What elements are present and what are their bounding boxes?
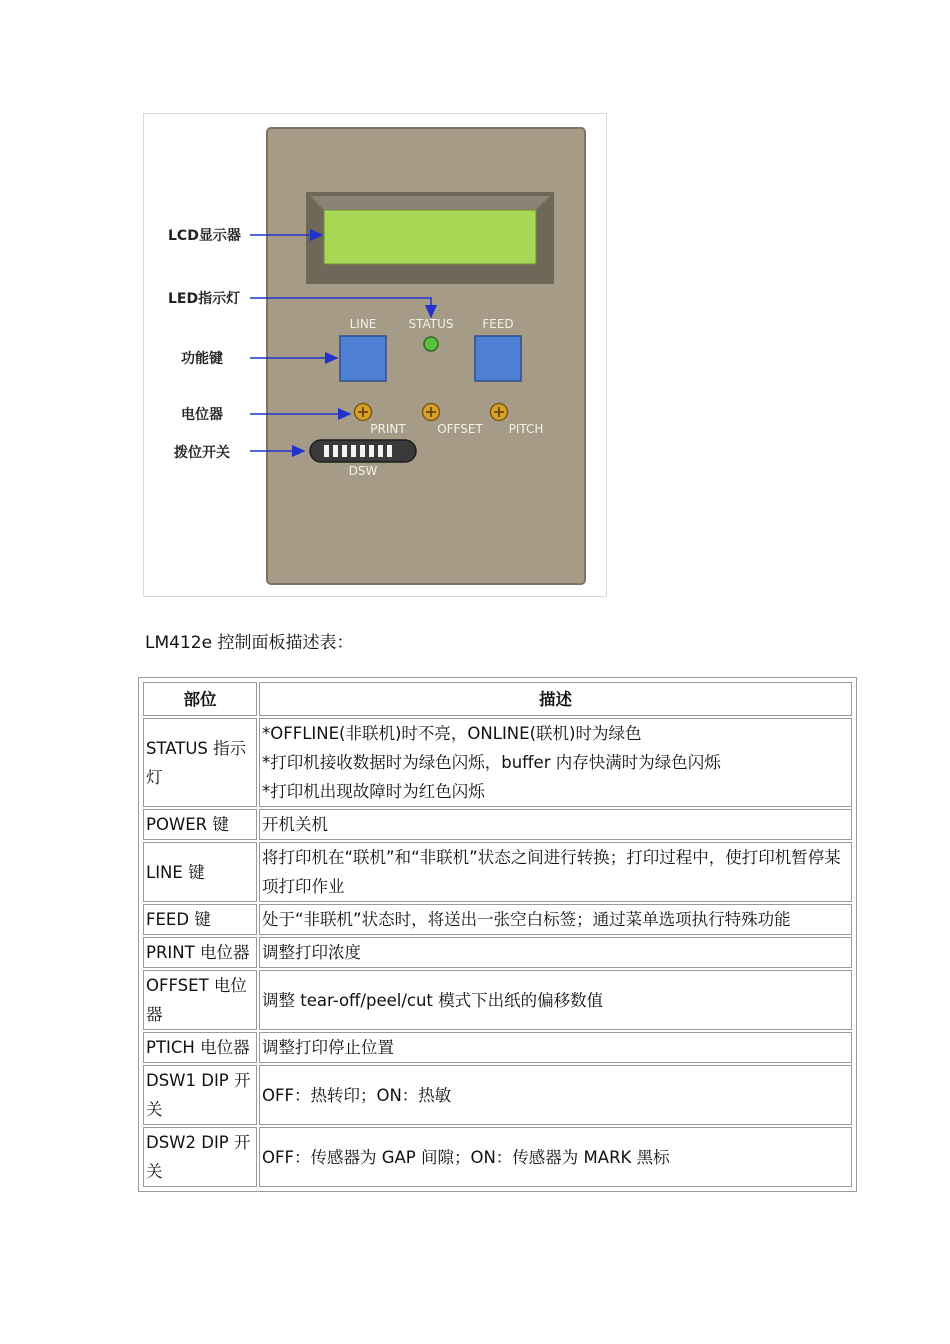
dip-callout: 拨位开关: [174, 445, 230, 461]
table-row: [143, 1032, 852, 1063]
row-description: 调整打印浓度: [259, 937, 852, 968]
status-label: STATUS: [408, 317, 454, 331]
row-description: 调整打印停止位置: [259, 1032, 852, 1063]
offset-potentiometer: [423, 404, 440, 421]
description-table-frame: [138, 677, 857, 1192]
table-row: [143, 970, 852, 1030]
row-part: DSW1 DIP 开关: [143, 1065, 257, 1125]
pitch-potentiometer: [491, 404, 508, 421]
row-part: OFFSET 电位器: [143, 970, 257, 1030]
table-row: [143, 842, 852, 902]
row-description: 将打印机在“联机”和“非联机”状态之间进行转换；打印过程中，使打印机暂停某项打印作业: [259, 842, 852, 902]
row-part: STATUS 指示灯: [143, 718, 257, 807]
row-part: DSW2 DIP 开关: [143, 1127, 257, 1187]
pots-callout: 电位器: [181, 407, 223, 423]
offset-label: OFFSET: [437, 422, 483, 436]
status-led: [424, 337, 438, 351]
control-panel-diagram: [144, 114, 608, 598]
row-part: PRINT 电位器: [143, 937, 257, 968]
dsw-label: DSW: [348, 464, 378, 478]
line-label: LINE: [349, 317, 377, 331]
row-description: 开机关机: [259, 809, 852, 840]
header-description: 描述: [259, 682, 852, 716]
row-description: 处于“非联机”状态时，将送出一张空白标签；通过菜单选项执行特殊功能: [259, 904, 852, 935]
print-label: PRINT: [370, 422, 406, 436]
line-key: [340, 336, 386, 381]
description-line: *打印机接收数据时为绿色闪烁，buffer 内存快满时为绿色闪烁: [262, 753, 721, 772]
table-header-row: [143, 682, 852, 716]
table-row: [143, 1065, 852, 1125]
feed-label: FEED: [482, 317, 514, 331]
pitch-label: PITCH: [508, 422, 544, 436]
table-row: [143, 718, 852, 807]
table-caption: LM412e 控制面板描述表：: [145, 633, 354, 653]
lcd-screen: [324, 210, 536, 264]
description-table: [141, 680, 854, 1189]
row-part: FEED 键: [143, 904, 257, 935]
row-description: OFF：传感器为 GAP 间隙；ON：传感器为 MARK 黑标: [259, 1127, 852, 1187]
led-callout: LED指示灯: [168, 291, 241, 307]
table-row: [143, 1127, 852, 1187]
row-description: [259, 718, 852, 807]
row-description: OFF：热转印；ON：热敏: [259, 1065, 852, 1125]
print-potentiometer: [355, 404, 372, 421]
feed-key: [475, 336, 521, 381]
header-part: 部位: [143, 682, 257, 716]
row-part: PTICH 电位器: [143, 1032, 257, 1063]
table-row: [143, 809, 852, 840]
description-line: *OFFLINE(非联机)时不亮，ONLINE(联机)时为绿色: [262, 724, 642, 743]
row-part: LINE 键: [143, 842, 257, 902]
row-description: 调整 tear-off/peel/cut 模式下出纸的偏移数值: [259, 970, 852, 1030]
row-part: POWER 键: [143, 809, 257, 840]
control-panel-figure: [143, 113, 607, 597]
description-line: *打印机出现故障时为红色闪烁: [262, 782, 485, 801]
lcd-callout: LCD显示器: [168, 228, 241, 244]
table-row: [143, 904, 852, 935]
table-row: [143, 937, 852, 968]
keys-callout: 功能键: [181, 351, 223, 367]
